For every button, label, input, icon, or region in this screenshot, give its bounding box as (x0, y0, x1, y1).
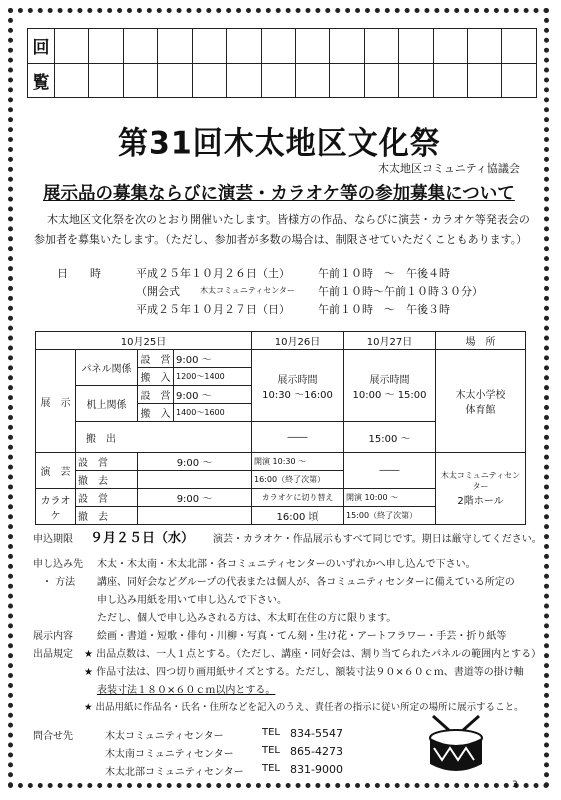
apply-where-label: 申し込み先 (33, 559, 83, 570)
venue-line: 体育館 (465, 405, 496, 416)
setup-label: 設 営 (138, 386, 174, 404)
hours-value: 10:00 ～ 15:00 (352, 389, 427, 401)
removal-label: 撤 去 (76, 471, 138, 489)
time-cell: 9:00 ～ (174, 386, 252, 404)
deadline-text: 演芸・カラオケ・作品展示もすべて同じです。期日は厳守してください。 (213, 534, 542, 545)
deadline-label: 申込期限 (33, 534, 73, 545)
karaoke-line: カラオ (40, 495, 71, 507)
content-text: 絵画・書道・短歌・俳句・川柳・写真・てん刻・生け花・アートフラワー・手芸・折り紙等 (97, 631, 507, 642)
contact-name: 木太コミュニティセンター (105, 731, 224, 742)
date-1: 平成２５年１０月２６日（土） (136, 267, 290, 280)
carry-out-label: 搬 出 (76, 422, 252, 453)
hours-value: 10:30 ～16:00 (262, 389, 333, 401)
time-2: 午前１０時～午前１０時３０分） (318, 285, 483, 298)
tel-label: TEL (262, 745, 280, 756)
organizer: 木太地区コミュニティ協議会 (378, 162, 520, 175)
deadline-date: ９月２５日（水） (90, 531, 195, 546)
schedule-table (35, 331, 526, 525)
contact-tel: 865-4273 (290, 745, 343, 758)
rule-1: ★ 出品点数は、一人１点とする。（ただし、講座・同好会は、割り当てられたパネルの範囲内とする） (84, 649, 542, 660)
hours-label: 展示時間 (369, 374, 410, 386)
time-cell: 9:00 ～ (138, 453, 252, 471)
header-oct26: 10月26日 (252, 332, 344, 350)
contact-name: 木太北部コミュニティセンター (105, 767, 244, 778)
panel-label: パネル関係 (76, 350, 138, 386)
apply-method: ただし、個人で申し込みされる方は、木太町在住の方に限ります。 (97, 613, 397, 624)
setup-label: 設 営 (76, 453, 138, 471)
apply-where: 木太・木太南・木太北部・各コミュニティセンターのいずれかへ申し込んで下さい。 (97, 559, 476, 570)
header-oct27: 10月27日 (344, 332, 436, 350)
apply-method: 申し込み用紙を用いて申し込んで下さい。 (97, 595, 287, 606)
venue-line: 木太コミュニティセン (440, 471, 521, 480)
time-cell: 1400～1600 (174, 404, 252, 422)
intro-line: 参加者を募集いたします。（ただし、参加者が多数の場合は、制限させていただくこともあります。） (34, 233, 528, 246)
circulation-label: 回 (28, 29, 55, 64)
karaoke-line: ケ (50, 510, 61, 522)
page-number: 3 (512, 780, 518, 790)
hours-label: 展示時間 (277, 374, 318, 386)
contact-name: 木太南コミュニティセンター (105, 749, 234, 760)
ceremony-venue: 木太コミュニティセンター (200, 286, 295, 295)
carry-in-label: 搬 入 (138, 404, 174, 422)
venue-line: ター (472, 482, 489, 491)
venue-2 (436, 453, 526, 525)
rules-label: 出品規定 (33, 649, 73, 660)
time-cell: 1200～1400 (174, 368, 252, 386)
rule-3: ★ 出品用紙に作品名・氏名・住所などを記入のうえ、責任者の指示に従い所定の場所に展示すること。 (84, 702, 524, 713)
circulation-label: 覧 (28, 63, 55, 98)
time-cell: 9:00 ～ (138, 489, 252, 507)
venue-line: 2階ホール (457, 496, 504, 507)
header-place: 場 所 (436, 332, 526, 350)
tel-label: TEL (262, 763, 280, 774)
dash-cell: ―― (344, 453, 436, 489)
exhibit-label: 展 示 (36, 350, 76, 453)
carry-in-label: 搬 入 (138, 368, 174, 386)
subtitle: 展示品の募集ならびに演芸・カラオケ等の参加募集について (43, 184, 515, 204)
content-label: 展示内容 (33, 631, 73, 642)
contact-tel: 831-9000 (290, 763, 343, 776)
ceremony: （開会式 (136, 285, 180, 298)
time-cell: 開演 10:30 ～ (252, 453, 344, 471)
apply-method: 講座、同好会などグループの代表または個人が、各コミュニティセンターに備えている所定の (97, 577, 515, 588)
venue-1 (436, 350, 526, 453)
apply-method-label: ・ 方法 (42, 577, 76, 588)
intro-line: 木太地区文化祭を次のとおり開催いたします。皆様方の作品、ならびに演芸・カラオケ等発表会の (47, 213, 530, 226)
desk-label: 机上関係 (76, 386, 138, 422)
removal-label: 撤 去 (76, 507, 138, 525)
header-oct25: 10月25日 (36, 332, 252, 350)
time-cell: 15:00（終了次第） (344, 507, 436, 525)
venue-line: 木太小学校 (455, 390, 506, 401)
circulation-table (27, 28, 537, 98)
setup-label: 設 営 (76, 489, 138, 507)
time-3: 午前１０時 ～ 午後３時 (318, 303, 450, 316)
datetime-label: 日 時 (57, 267, 101, 280)
exhibit-hours-27 (344, 350, 436, 422)
time-cell: 9:00 ～ (174, 350, 252, 368)
karaoke-label (36, 489, 76, 525)
switch-cell: カラオケに切り替え (252, 489, 344, 507)
contact-label: 問合せ先 (33, 731, 73, 742)
dash-cell: ―― (252, 422, 344, 453)
performance-label: 演 芸 (36, 453, 76, 489)
rule-2b: 表装寸法１８０×６０ｃｍ以内とする。 (97, 685, 276, 696)
tel-label: TEL (262, 727, 280, 738)
date-2: 平成２５年１０月２７日（日） (136, 303, 290, 316)
setup-label: 設 営 (138, 350, 174, 368)
time-cell: 16:00 頃 (252, 507, 344, 525)
exhibit-hours-26 (252, 350, 344, 422)
contact-tel: 834-5547 (290, 727, 343, 740)
time-1: 午前１０時 ～ 午後４時 (318, 267, 450, 280)
rule-2: ★ 作品寸法は、四つ切り画用紙サイズとする。ただし、額装寸法９０×６０ｃｍ、書道等の掛け軸 (84, 667, 524, 678)
page-title: 第31回木太地区文化祭 (118, 125, 441, 163)
time-cell: 16:00（終了次第） (252, 471, 344, 489)
time-cell: 15:00 ～ (344, 422, 436, 453)
drum-icon (425, 712, 487, 778)
time-cell: 開演 10:00 ～ (344, 489, 436, 507)
